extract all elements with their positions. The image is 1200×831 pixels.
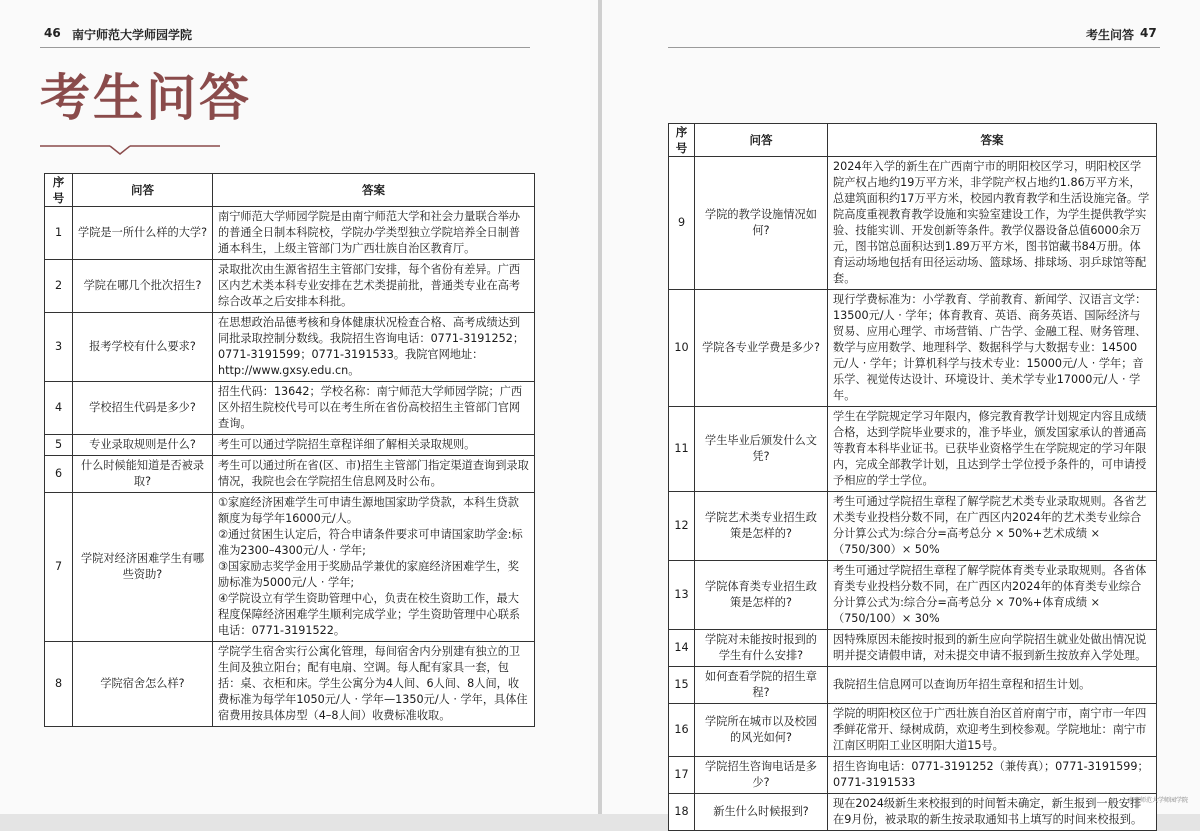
- header-no: 序号: [45, 174, 73, 207]
- header-question: 问答: [695, 124, 828, 157]
- row-number: 2: [45, 260, 73, 313]
- table-row: [45, 207, 535, 260]
- row-answer: 招生咨询电话：0771-3191252（兼传真）；0771-3191599；0771-3191533: [828, 757, 1157, 794]
- row-number: 6: [45, 456, 73, 493]
- row-question: 专业录取规则是什么?: [73, 435, 213, 456]
- table-row: [45, 435, 535, 456]
- row-answer: 因特殊原因未能按时报到的新生应向学院招生就业处做出情况说明并提交请假申请，对未提交申请不报到新生按放弃入学处理。: [828, 630, 1157, 667]
- row-question: 什么时候能知道是否被录取?: [73, 456, 213, 493]
- row-answer: 2024年入学的新生在广西南宁市的明阳校区学习，明阳校区学院产权占地约19万平方米，非学院产权占地约1.86万平方米，总建筑面积约17万平方米，校园内教育教学和生活设施完备。学院高度重视教育教学设施和实验室建设工作，为学生提供教学实验、技能实训、开发创新等条件。教学仪器设备总值6000余万元，图书馆总面积达到1.89万平方米，图书馆藏书84万册。体育运动场地包括有田径运动场、篮球场、排球场、羽乒球馆等配套。: [828, 157, 1157, 290]
- row-question: 学院体育类专业招生政策是怎样的?: [695, 561, 828, 630]
- table-row: [45, 642, 535, 727]
- row-question: 学院的教学设施情况如何?: [695, 157, 828, 290]
- row-answer: ①家庭经济困难学生可申请生源地国家助学贷款，本科生贷款额度为每学年16000元/人。 ②通过贫困生认定后，符合申请条件要求可申请国家助学金:标准为2300–4300元/人 · 学年; ③国家励志奖学金用于奖励品学兼优的家庭经济困难学生，奖励标准为5000元/人 · 学年; ④学院设立有学生资助管理中心，负责在校生资助工作，最大程度保障经济困难学生顺利完成学业；学生资助管理中心联系电话：0771-3191522。: [213, 493, 535, 642]
- row-number: 7: [45, 493, 73, 642]
- table-header-row: [669, 124, 1157, 157]
- row-question: 新生什么时候报到?: [695, 794, 828, 831]
- row-question: 学院招生咨询电话是多少?: [695, 757, 828, 794]
- running-head: 考生问答: [1086, 28, 1135, 42]
- row-number: 9: [669, 157, 695, 290]
- row-answer: 我院招生信息网可以查询历年招生章程和招生计划。: [828, 667, 1157, 704]
- header-rule: [668, 47, 1160, 48]
- row-answer: 现在2024级新生来校报到的时间暂未确定，新生报到一般安排在9月份，被录取的新生按录取通知书上填写的时间来校报到。: [828, 794, 1157, 831]
- title-underline-ornament: [40, 140, 220, 156]
- page-title: 考生问答: [40, 69, 252, 127]
- row-number: 13: [669, 561, 695, 630]
- row-answer: 考生可通过学院招生章程了解学院体育类专业录取规则。各省体育类专业投档分数不同，在广西区内2024年的体育类专业综合分计算公式为:综合分=高考总分 × 70%+体育成绩 ×（750/100）× 30%: [828, 561, 1157, 630]
- row-answer: 南宁师范大学师园学院是由南宁师范大学和社会力量联合举办的普通全日制本科院校，学院办学类型独立学院培养全日制普通本科生，上级主管部门为广西壮族自治区教育厅。: [213, 207, 535, 260]
- row-number: 1: [45, 207, 73, 260]
- table-row: [45, 456, 535, 493]
- table-row: [669, 561, 1157, 630]
- row-answer: 考生可通过学院招生章程了解学院艺术类专业录取规则。各省艺术类专业投档分数不同，在广西区内2024年的艺术类专业综合分计算公式为:综合分=高考总分 × 50%+艺术成绩 ×（750/300）× 50%: [828, 492, 1157, 561]
- row-question: 学院各专业学费是多少?: [695, 290, 828, 407]
- header-question: 问答: [73, 174, 213, 207]
- row-number: 4: [45, 382, 73, 435]
- row-question: 学院所在城市以及校园的风光如何?: [695, 704, 828, 757]
- footnote: 南宁师范大学师园学院: [1127, 797, 1188, 804]
- table-header-row: [45, 174, 535, 207]
- row-question: 如何查看学院的招生章程?: [695, 667, 828, 704]
- header-rule: [40, 47, 530, 48]
- row-number: 3: [45, 313, 73, 382]
- row-number: 11: [669, 407, 695, 492]
- running-head: 南宁师范大学师园学院: [72, 28, 193, 42]
- row-number: 15: [669, 667, 695, 704]
- table-row: [669, 794, 1157, 831]
- row-question: 学院是一所什么样的大学?: [73, 207, 213, 260]
- row-answer: 考生可以通过所在省(区、市)招生主管部门指定渠道查询到录取情况，我院也会在学院招生信息网及时公布。: [213, 456, 535, 493]
- row-number: 18: [669, 794, 695, 831]
- table-row: [45, 260, 535, 313]
- header-answer: 答案: [828, 124, 1157, 157]
- table-row: [669, 630, 1157, 667]
- row-question: 学院在哪几个批次招生?: [73, 260, 213, 313]
- table-row: [669, 667, 1157, 704]
- row-number: 17: [669, 757, 695, 794]
- table-row: [45, 493, 535, 642]
- table-row: [669, 757, 1157, 794]
- header-answer: 答案: [213, 174, 535, 207]
- row-question: 学院艺术类专业招生政策是怎样的?: [695, 492, 828, 561]
- row-answer: 学院学生宿舍实行公寓化管理，每间宿舍内分别建有独立的卫生间及独立阳台；配有电扇、空调。每人配有家具一套，包括：桌、衣柜和床。学生公寓分为4人间、6人间、8人间，收费标准为每学年1050元/人 · 学年—1350元/人 · 学年，具体住宿费用按具体房型（4–8人间）收费标准收取。: [213, 642, 535, 727]
- page-number: 46: [44, 26, 61, 40]
- qa-table-right: [668, 123, 1157, 831]
- left-page: [0, 0, 598, 814]
- table-row: [669, 492, 1157, 561]
- row-question: 学校招生代码是多少?: [73, 382, 213, 435]
- row-answer: 学院的明阳校区位于广西壮族自治区首府南宁市，南宁市一年四季鲜花常开、绿树成荫，欢迎考生到校参观。学院地址：南宁市江南区明阳工业区明阳大道15号。: [828, 704, 1157, 757]
- page-number: 47: [1140, 26, 1157, 40]
- row-question: 学院对未能按时报到的学生有什么安排?: [695, 630, 828, 667]
- row-answer: 在思想政治品德考核和身体健康状况检查合格、高考成绩达到同批录取控制分数线。我院招生咨询电话：0771-3191252；0771-3191599；0771-3191533。我院官网地址：http://www.gxsy.edu.cn。: [213, 313, 535, 382]
- row-question: 学院对经济困难学生有哪些资助?: [73, 493, 213, 642]
- row-number: 5: [45, 435, 73, 456]
- right-page: [602, 0, 1200, 826]
- row-answer: 招生代码：13642；学校名称：南宁师范大学师园学院；广西区外招生院校代号可以在考生所在省份高校招生主管部门官网查询。: [213, 382, 535, 435]
- row-answer: 录取批次由生源省招生主管部门安排，每个省份有差异。广西区内艺术类本科专业安排在艺术类提前批，普通类专业在高考综合改革之后安排本科批。: [213, 260, 535, 313]
- row-question: 学生毕业后颁发什么文凭?: [695, 407, 828, 492]
- ornament-chevron: [110, 146, 130, 154]
- row-number: 10: [669, 290, 695, 407]
- table-row: [669, 157, 1157, 290]
- table-row: [669, 704, 1157, 757]
- row-question: 学院宿舍怎么样?: [73, 642, 213, 727]
- table-row: [45, 382, 535, 435]
- row-answer: 学生在学院规定学习年限内，修完教育教学计划规定内容且成绩合格，达到学院毕业要求的，准予毕业，颁发国家承认的普通高等教育本科毕业证书。已获毕业资格学生在学院规定的学习年限内，完成全部教学计划，且达到学士学位授予条件的，可申请授予相应的学士学位。: [828, 407, 1157, 492]
- row-question: 报考学校有什么要求?: [73, 313, 213, 382]
- table-row: [669, 407, 1157, 492]
- row-number: 12: [669, 492, 695, 561]
- table-row: [45, 313, 535, 382]
- row-number: 16: [669, 704, 695, 757]
- qa-table-left: [44, 173, 535, 727]
- header-no: 序号: [669, 124, 695, 157]
- table-row: [669, 290, 1157, 407]
- row-answer: 考生可以通过学院招生章程详细了解相关录取规则。: [213, 435, 535, 456]
- row-number: 14: [669, 630, 695, 667]
- row-answer: 现行学费标准为：小学教育、学前教育、新闻学、汉语言文学：13500元/人 · 学年；体育教育、英语、商务英语、国际经济与贸易、应用心理学、市场营销、广告学、金融工程、财务管理、数学与应用数学、地理科学、数据科学与大数据专业：14500元/人 · 学年；计算机科学与技术专业：15000元/人 · 学年；音乐学、视觉传达设计、环境设计、美术学专业17000元/人 · 学年。: [828, 290, 1157, 407]
- row-number: 8: [45, 642, 73, 727]
